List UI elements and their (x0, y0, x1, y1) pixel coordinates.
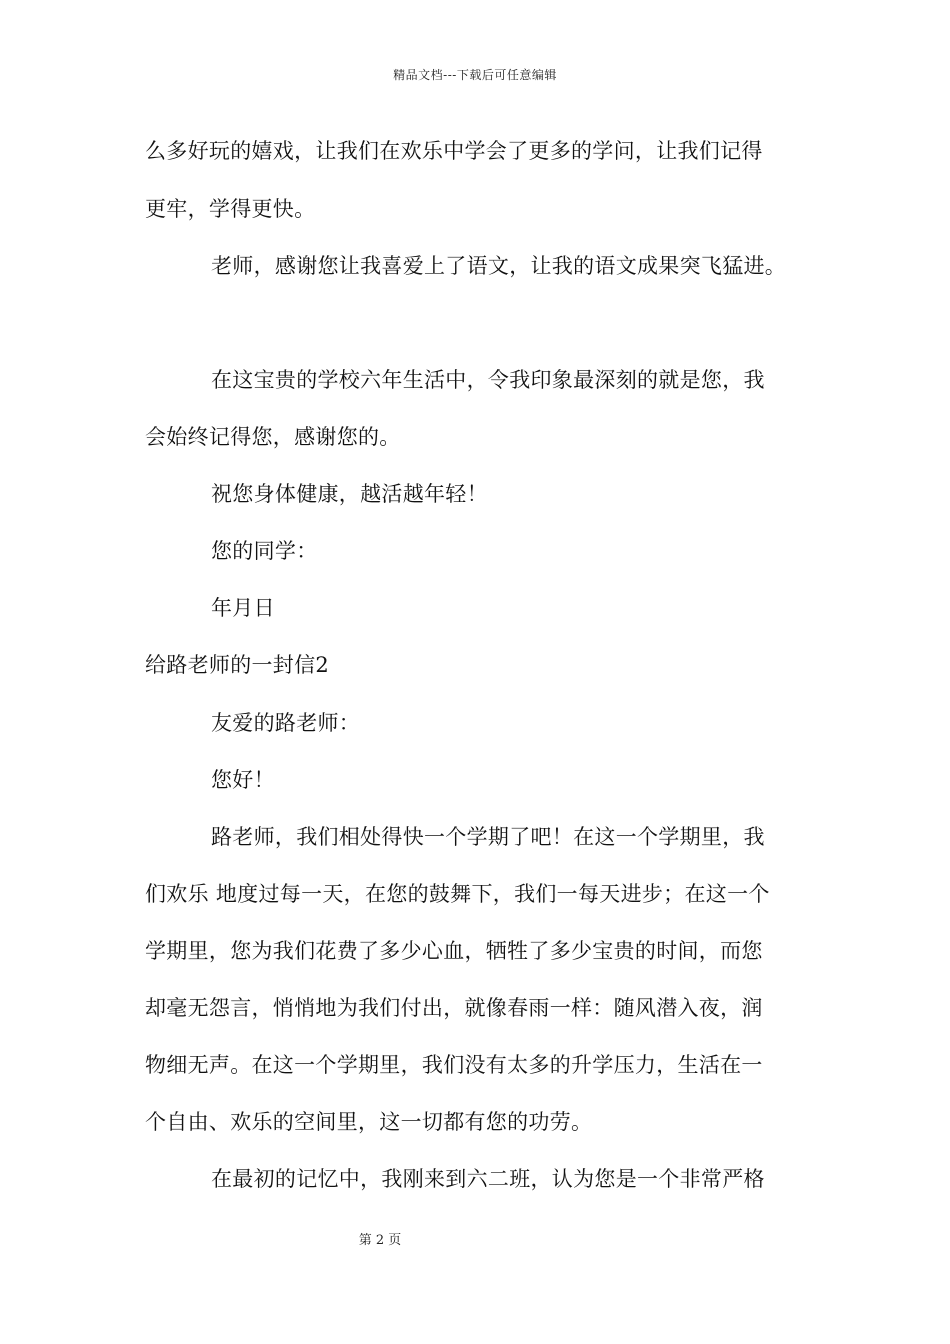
body-line: 们欢乐 地度过每一天，在您的鼓舞下，我们一每天进步；在这一个 (145, 882, 770, 906)
letter-title: 给路老师的一封信2 (145, 653, 330, 677)
body-line: 更牢，学得更快。 (145, 197, 316, 221)
body-line: 物细无声。在这一个学期里，我们没有太多的升学压力，生活在一 (145, 1053, 763, 1077)
body-line: 么多好玩的嬉戏，让我们在欢乐中学会了更多的学问，让我们记得 (145, 139, 763, 163)
closing-wish: 祝您身体健康，越活越年轻！ (211, 482, 488, 506)
body-line: 学期里，您为我们花费了多少心血，牺牲了多少宝贵的时间，而您 (145, 939, 763, 963)
body-line: 路老师，我们相处得快一个学期了吧！在这一个学期里，我 (211, 825, 765, 849)
salutation: 友爱的路老师： (211, 711, 361, 735)
body-line: 会始终记得您，感谢您的。 (145, 425, 401, 449)
body-line: 老师，感谢您让我喜爱上了语文，让我的语文成果突飞猛进。 (211, 254, 787, 278)
date-line: 年月日 (211, 596, 275, 620)
body-line: 却毫无怨言，悄悄地为我们付出，就像春雨一样：随风潜入夜，润 (145, 996, 763, 1020)
page-number: 第 2 页 (358, 1233, 402, 1248)
signature-line: 您的同学： (211, 539, 318, 563)
page-header: 精品文档---下载后可任意编辑 (393, 68, 557, 82)
greeting: 您好！ (211, 768, 275, 792)
body-line: 在最初的记忆中，我刚来到六二班，认为您是一个非常严格 (211, 1167, 765, 1191)
body-line: 个自由、欢乐的空间里，这一切都有您的功劳。 (145, 1110, 593, 1134)
body-line: 在这宝贵的学校六年生活中，令我印象最深刻的就是您，我 (211, 368, 765, 392)
